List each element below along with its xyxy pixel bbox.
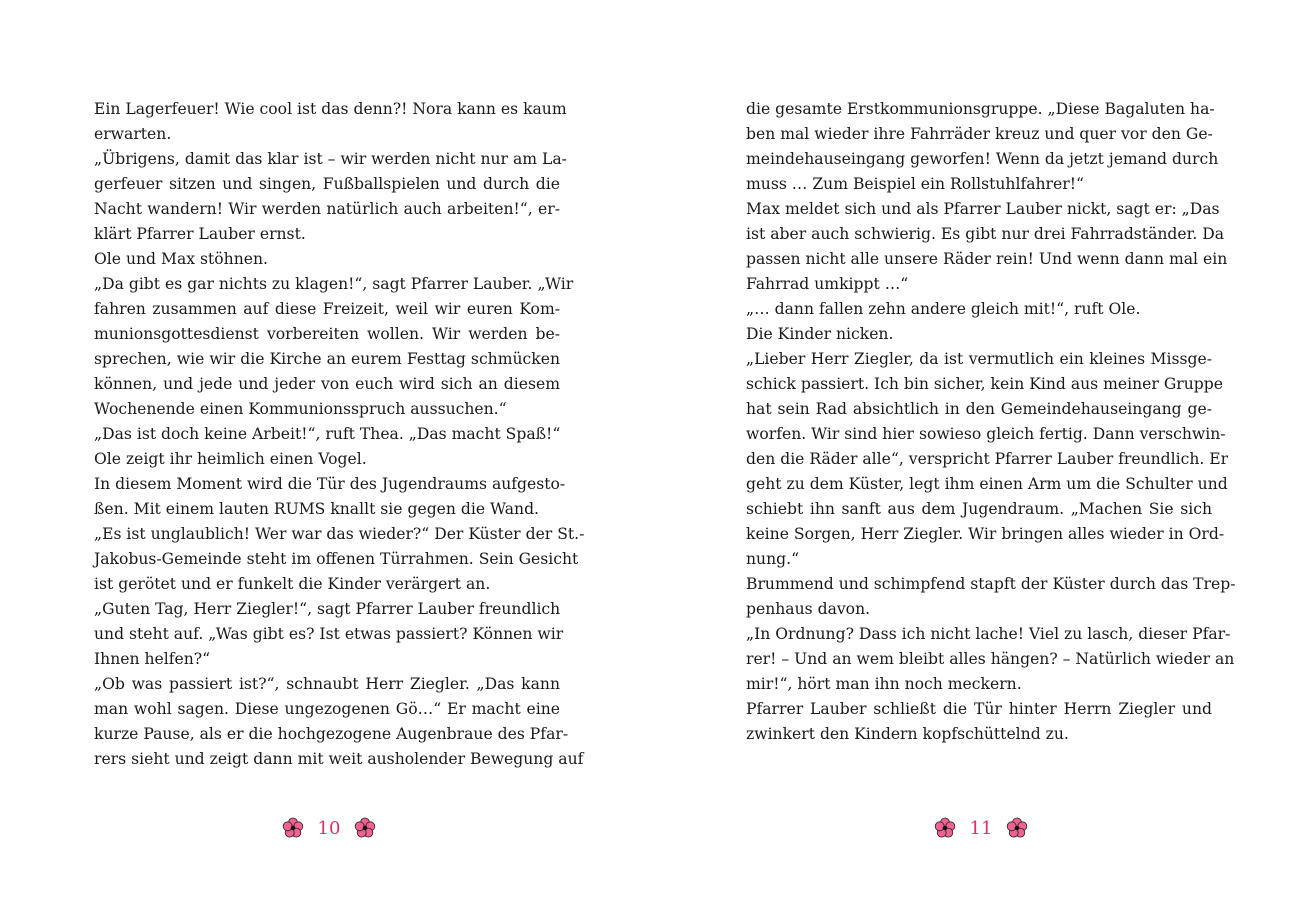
text-line: schick passiert. Ich bin sicher, kein Kind aus meiner Gruppe xyxy=(746,375,1223,393)
text-line: Pfarrer Lauber schließt die Tür hinter Herrn Ziegler und xyxy=(746,700,1212,718)
text-line: passen nicht alle unsere Räder rein! Und wenn dann mal ein xyxy=(746,250,1228,268)
text-line: schiebt ihn sanft aus dem Jugendraum. „Machen Sie sich xyxy=(746,500,1212,518)
text-line: hat sein Rad absichtlich in den Gemeindehauseingang ge- xyxy=(746,400,1212,418)
left-page xyxy=(94,97,585,797)
text-line: kurze Pause, als er die hochgezogene Augenbraue des Pfar- xyxy=(94,725,569,743)
text-line: Ole zeigt ihr heimlich einen Vogel. xyxy=(94,450,367,468)
text-line: worfen. Wir sind hier sowieso gleich fertig. Dann verschwin- xyxy=(746,425,1226,443)
text-line: penhaus davon. xyxy=(746,600,871,618)
text-line: Brummend und schimpfend stapft der Küster durch das Trep- xyxy=(746,575,1236,593)
text-line: den die Räder alle“, verspricht Pfarrer Lauber freundlich. Er xyxy=(746,450,1229,468)
text-line: Wochenende einen Kommunionsspruch aussuchen.“ xyxy=(94,400,507,418)
text-line: „Lieber Herr Ziegler, da ist vermutlich ein kleines Missge- xyxy=(746,350,1212,368)
text-line: fahren zusammen auf diese Freizeit, weil wir euren Kom- xyxy=(94,300,560,318)
text-line: „Übrigens, damit das klar ist – wir werden nicht nur am La- xyxy=(94,150,567,168)
right-page-footer xyxy=(933,815,1029,841)
text-line: rer! – Und an wem bleibt alles hängen? – Natürlich wieder an xyxy=(746,650,1235,668)
flower-icon xyxy=(353,816,377,840)
text-line: „Da gibt es gar nichts zu klagen!“, sagt Pfarrer Lauber. „Wir xyxy=(94,275,574,293)
text-line: „Das ist doch keine Arbeit!“, ruft Thea. „Das macht Spaß!“ xyxy=(94,425,561,443)
text-line: geht zu dem Küster, legt ihm einen Arm um die Schulter und xyxy=(746,475,1228,493)
text-line: „In Ordnung? Dass ich nicht lache! Viel zu lasch, dieser Pfar- xyxy=(746,625,1231,643)
text-line: man wohl sagen. Diese ungezogenen Gö…“ Er macht eine xyxy=(94,700,560,718)
text-line: ßen. Mit einem lauten RUMS knallt sie gegen die Wand. xyxy=(94,500,540,518)
text-line: Ihnen helfen?“ xyxy=(94,650,211,668)
text-line: mir!“, hört man ihn noch meckern. xyxy=(746,675,1022,693)
text-line: Die Kinder nicken. xyxy=(746,325,894,343)
text-line: „Ob was passiert ist?“, schnaubt Herr Ziegler. „Das kann xyxy=(94,675,560,693)
text-line: Max meldet sich und als Pfarrer Lauber nickt, sagt er: „Das xyxy=(746,200,1220,218)
text-line: munionsgottesdienst vorbereiten wollen. Wir werden be- xyxy=(94,325,560,343)
text-line: Fahrrad umkippt …“ xyxy=(746,275,909,293)
left-page-text xyxy=(94,97,585,772)
text-line: ist aber auch schwierig. Es gibt nur drei Fahrradständer. Da xyxy=(746,225,1225,243)
text-line: gerfeuer sitzen und singen, Fußballspielen und durch die xyxy=(94,175,560,193)
right-page xyxy=(746,97,1236,797)
text-line: Nacht wandern! Wir werden natürlich auch arbeiten!“, er- xyxy=(94,200,560,218)
text-line: Ole und Max stöhnen. xyxy=(94,250,268,268)
flower-icon xyxy=(1005,816,1029,840)
text-line: ist gerötet und er funkelt die Kinder verärgert an. xyxy=(94,575,491,593)
page-number: 10 xyxy=(317,817,341,839)
text-line: klärt Pfarrer Lauber ernst. xyxy=(94,225,306,243)
text-line: können, und jede und jeder von euch wird sich an diesem xyxy=(94,375,560,393)
left-page-footer xyxy=(281,815,377,841)
text-line: keine Sorgen, Herr Ziegler. Wir bringen alles wieder in Ord- xyxy=(746,525,1225,543)
text-line: ben mal wieder ihre Fahrräder kreuz und quer vor den Ge- xyxy=(746,125,1213,143)
flower-icon xyxy=(933,816,957,840)
text-line: „… dann fallen zehn andere gleich mit!“, ruft Ole. xyxy=(746,300,1141,318)
text-line: In diesem Moment wird die Tür des Jugendraums aufgesto- xyxy=(94,475,566,493)
text-line: die gesamte Erstkommunionsgruppe. „Diese Bagaluten ha- xyxy=(746,100,1215,118)
text-line: zwinkert den Kindern kopfschüttelnd zu. xyxy=(746,725,1069,743)
text-line: Jakobus-Gemeinde steht im offenen Türrahmen. Sein Gesicht xyxy=(94,550,579,568)
right-page-text xyxy=(746,97,1236,747)
text-line: rers sieht und zeigt dann mit weit ausholender Bewegung auf xyxy=(94,750,584,768)
text-line: nung.“ xyxy=(746,550,800,568)
flower-icon xyxy=(281,816,305,840)
text-line: „Guten Tag, Herr Ziegler!“, sagt Pfarrer Lauber freundlich xyxy=(94,600,561,618)
text-line: und steht auf. „Was gibt es? Ist etwas passiert? Können wir xyxy=(94,625,564,643)
text-line: meindehauseingang geworfen! Wenn da jetzt jemand durch xyxy=(746,150,1219,168)
text-line: muss … Zum Beispiel ein Rollstuhlfahrer!“ xyxy=(746,175,1084,193)
text-line: Ein Lagerfeuer! Wie cool ist das denn?! Nora kann es kaum xyxy=(94,100,567,118)
text-line: erwarten. xyxy=(94,125,172,143)
page-number: 11 xyxy=(969,817,993,839)
text-line: „Es ist unglaublich! Wer war das wieder?“ Der Küster der St.- xyxy=(94,525,585,543)
text-line: sprechen, wie wir die Kirche an eurem Festtag schmücken xyxy=(94,350,560,368)
